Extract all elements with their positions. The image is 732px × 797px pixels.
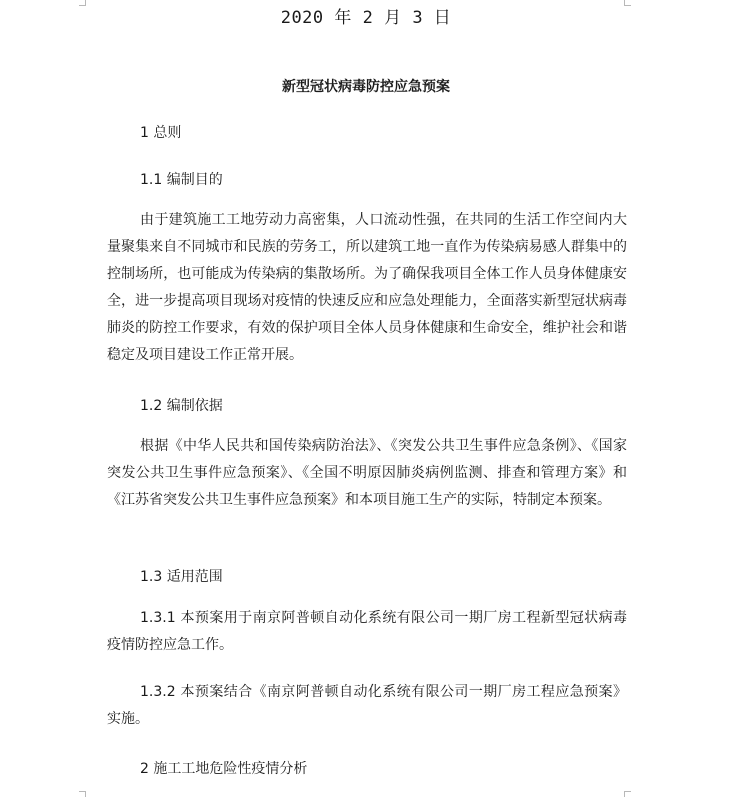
- section-heading-2: 2 施工工地危险性疫情分析: [140, 761, 308, 777]
- paragraph-scope-1: 1.3.1 本预案用于南京阿普顿自动化系统有限公司一期厂房工程新型冠状病毒疫情防控应急工作。: [107, 610, 627, 653]
- document-title: 新型冠状病毒防控应急预案: [282, 79, 450, 95]
- section-heading-1-2: 1.2 编制依据: [140, 398, 223, 414]
- header-date: 2020 年 2 月 3 日: [280, 8, 452, 28]
- paragraph-scope-2: 1.3.2 本预案结合《南京阿普顿自动化系统有限公司一期厂房工程应急预案》实施。: [107, 684, 627, 727]
- paragraph-basis: 根据《中华人民共和国传染病防治法》、《突发公共卫生事件应急条例》、《国家突发公共卫生事件应急预案》、《全国不明原因肺炎病例监测、排查和管理方案》和《江苏省突发公共卫生事件应急预案》和本项目施工生产的实际，特制定本预案。: [107, 438, 627, 508]
- paragraph-purpose: 由于建筑施工工地劳动力高密集，人口流动性强，在共同的生活工作空间内大量聚集来自不同城市和民族的劳务工，所以建筑工地一直作为传染病易感人群集中的控制场所，也可能成为传染病的集散场所。为了确保我项目全体工作人员身体健康安全，进一步提高项目现场对疫情的快速反应和应急处理能力，全面落实新型冠状病毒肺炎的防控工作要求，有效的保护项目全体人员身体健康和生命安全，维护社会和谐稳定及项目建设工作正常开展。: [107, 212, 627, 363]
- crop-mark-bottom-left: [79, 791, 86, 792]
- crop-mark-bottom-right: [624, 791, 631, 792]
- section-heading-1: 1 总则: [140, 125, 182, 141]
- section-heading-1-1: 1.1 编制目的: [140, 172, 223, 188]
- section-heading-1-3: 1.3 适用范围: [140, 569, 223, 585]
